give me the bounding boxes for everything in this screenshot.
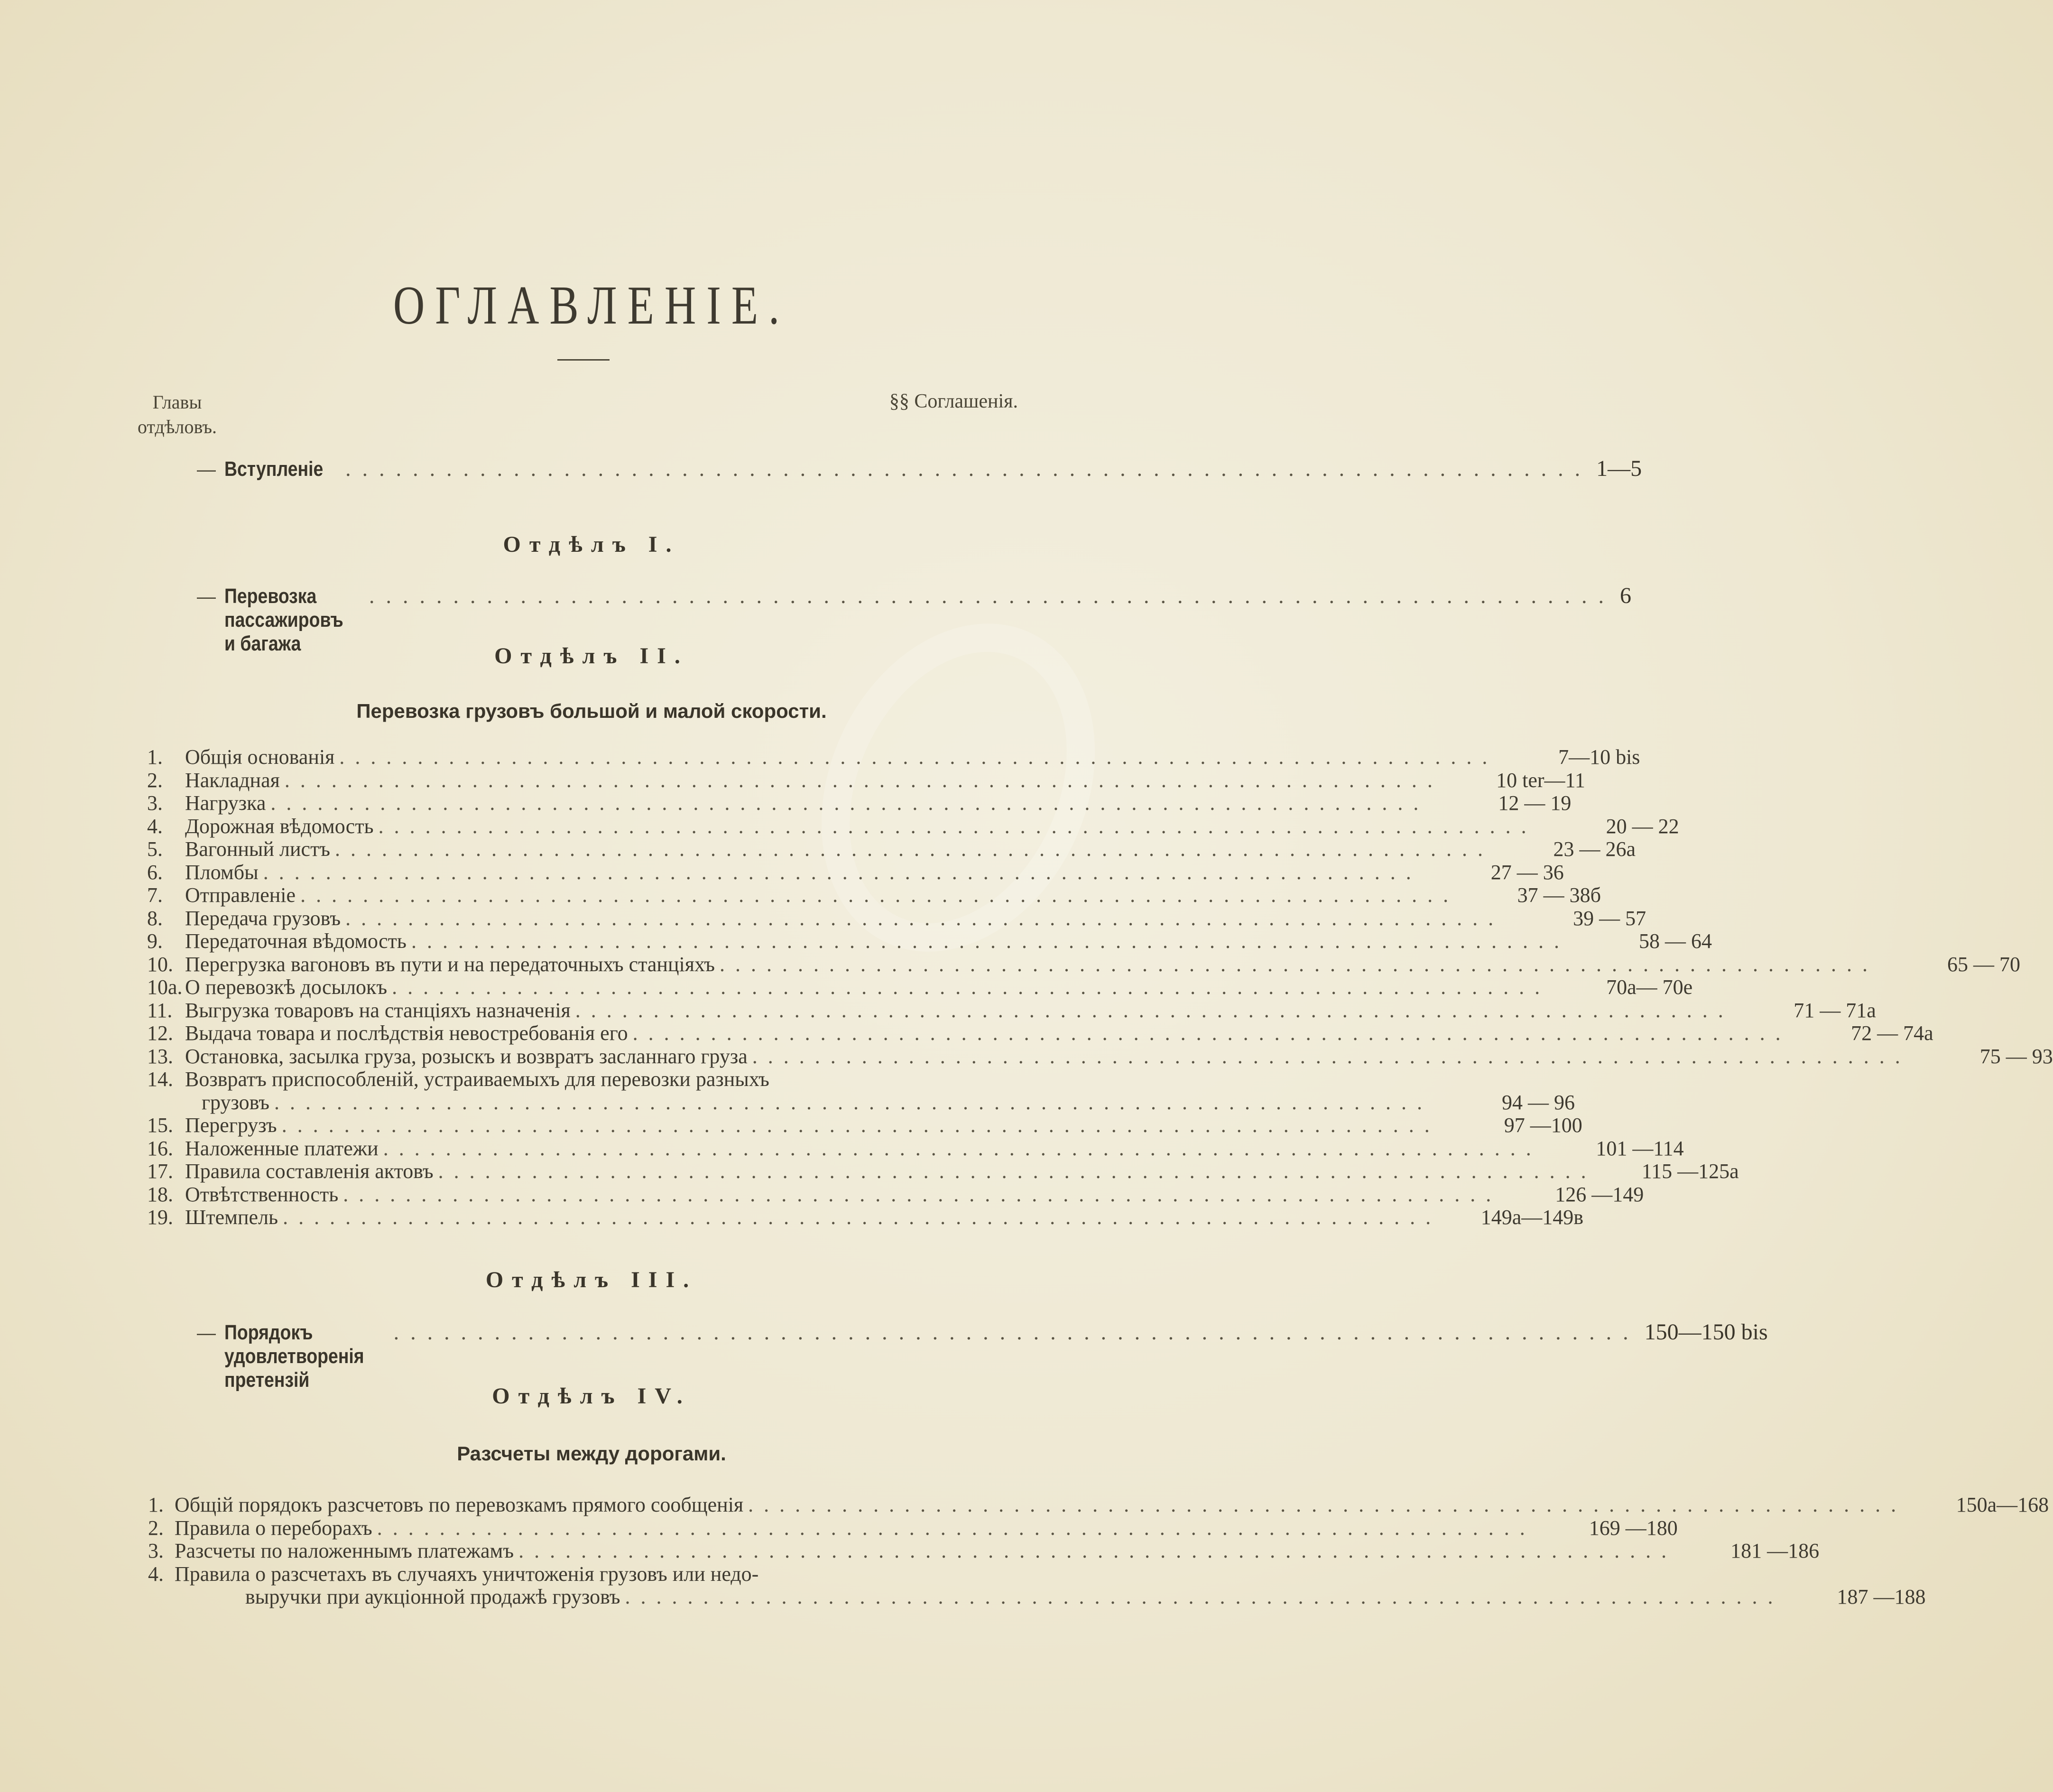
entry-label: Правила о разсчетахъ въ случаяхъ уничтоженія грузовъ или недо- — [175, 1562, 759, 1586]
entry-number: 8. — [147, 906, 163, 930]
entry-label-continuation: выручки при аукціонной продажѣ грузовъ — [245, 1585, 620, 1608]
dash: — — [197, 459, 216, 480]
entry-label: Порядокъ удовлетворенія претензій — [224, 1321, 364, 1392]
toc-entry[interactable] — [148, 1493, 2049, 1517]
entry-number: 10а. — [147, 975, 183, 999]
toc-list-section-2 — [147, 745, 2053, 1229]
entry-label: Пломбы — [185, 860, 259, 884]
entry-label: Перегрузка вагоновъ въ пути и на передаточныхъ станціяхъ — [185, 952, 715, 976]
entry-pages: 181 —186 — [1730, 1539, 1820, 1562]
toc-entry[interactable] — [148, 1516, 1678, 1540]
entry-number: 9. — [147, 929, 163, 953]
toc-entry[interactable] — [147, 1068, 1022, 1091]
toc-entry[interactable] — [148, 1539, 1820, 1563]
toc-entry[interactable] — [147, 837, 1636, 861]
toc-entry[interactable] — [147, 1182, 1644, 1207]
entry-number: 19. — [147, 1206, 173, 1229]
entry-label: Передача грузовъ — [185, 906, 341, 930]
section-heading-4: Отдѣлъ IV. — [492, 1383, 691, 1409]
entry-number: 4. — [147, 814, 163, 838]
entry-label: Общія основанія — [185, 745, 335, 769]
toc-entry[interactable] — [147, 768, 1585, 792]
entry-pages: 71 — 71а — [1794, 998, 1876, 1022]
entry-label: Отправленіе — [185, 883, 296, 907]
toc-entry[interactable] — [147, 883, 1601, 907]
dot-leader: .......................................................................... — [270, 791, 1429, 815]
column-header-chapters-line1: Главы — [152, 391, 202, 413]
entry-number: 12. — [147, 1021, 173, 1045]
entry-label: Отвѣтственность — [185, 1182, 339, 1206]
title-rule — [557, 359, 610, 361]
dot-leader: .......................................................................... — [345, 906, 1504, 930]
entry-number: 17. — [147, 1160, 173, 1183]
entry-pages: 126 —149 — [1555, 1182, 1644, 1206]
toc-entry[interactable] — [147, 745, 1640, 769]
dot-leader: .......................................................................... — [263, 860, 1422, 884]
dot-leader: .......................................................................... — [518, 1539, 1677, 1562]
entry-label: Вступленіе — [224, 457, 324, 481]
entry-pages: 12 — 19 — [1498, 791, 1572, 815]
toc-entry[interactable] — [147, 906, 1646, 930]
entry-number: 1. — [148, 1493, 164, 1516]
dot-leader: .......................................................................... — [339, 745, 1498, 769]
dot-leader: .......................................................................... — [393, 1320, 1640, 1344]
section-subheading-4: Разсчеты между дорогами. — [457, 1442, 726, 1465]
entry-label: Вагонный листъ — [185, 837, 331, 861]
entry-number: 1. — [147, 745, 163, 769]
dot-leader: .......................................................................... — [378, 814, 1537, 838]
entry-pages: 149а—149в — [1480, 1206, 1584, 1229]
toc-entry[interactable] — [147, 860, 1564, 884]
entry-label: Перевозка пассажировъ и багажа — [224, 585, 343, 655]
entry-number: 5. — [147, 837, 163, 861]
entry-label: Общій порядокъ разсчетовъ по перевозкамъ прямого сообщенія — [175, 1493, 744, 1516]
dot-leader: .......................................................................... — [274, 1090, 1433, 1114]
dot-leader: .......................................................................... — [575, 998, 1734, 1022]
dash: — — [197, 1323, 216, 1344]
section-heading-3: Отдѣлъ III. — [485, 1267, 698, 1292]
toc-entry[interactable] — [147, 998, 1876, 1022]
entry-label-continuation: грузовъ — [202, 1090, 270, 1114]
entry-label: Правила составленія актовъ — [185, 1160, 434, 1183]
entry-label: Дорожная вѣдомость — [185, 814, 374, 838]
page-title: ОГЛАВЛЕНІЕ. — [393, 275, 790, 335]
toc-list-section-4 — [148, 1493, 2049, 1609]
toc-entry[interactable] — [148, 1563, 1022, 1586]
entry-label: Наложенные платежи — [185, 1136, 379, 1160]
entry-number: 10. — [147, 952, 173, 976]
entry-number: 15. — [147, 1114, 173, 1137]
entry-pages: 58 — 64 — [1638, 929, 1712, 953]
column-header-chapters — [138, 390, 217, 439]
entry-pages: 6 — [1620, 583, 1632, 608]
entry-pages: 27 — 36 — [1490, 860, 1564, 884]
entry-number: 4. — [148, 1562, 164, 1586]
toc-entry[interactable] — [147, 1021, 1933, 1045]
toc-entry[interactable] — [147, 1206, 1584, 1229]
entry-pages: 65 — 70 — [1947, 952, 2021, 976]
entry-number: 3. — [147, 791, 163, 815]
toc-entry[interactable] — [147, 1136, 1684, 1161]
entry-label: Правила о переборахъ — [175, 1516, 372, 1540]
toc-entry[interactable] — [147, 975, 1693, 999]
entry-label: Разсчеты по наложеннымъ платежамъ — [175, 1539, 514, 1562]
entry-number: 2. — [147, 768, 163, 792]
entry-pages: 23 — 26а — [1553, 837, 1636, 861]
dot-leader: .......................................................................... — [625, 1585, 1784, 1608]
toc-entry-continuation[interactable] — [148, 1585, 1926, 1609]
dot-leader: .......................................................................... — [748, 1493, 1907, 1516]
dot-leader: .......................................................................... — [632, 1021, 1791, 1045]
toc-entry[interactable] — [147, 952, 2021, 976]
entry-pages: 10 ter—11 — [1496, 768, 1585, 792]
entry-pages: 187 —188 — [1837, 1585, 1926, 1608]
dot-leader: .......................................................................... — [283, 1206, 1442, 1229]
dot-leader: .......................................................................... — [377, 1516, 1535, 1540]
dot-leader: .......................................................................... — [335, 837, 1494, 861]
entry-pages: 72 — 74а — [1851, 1021, 1933, 1045]
entry-pages: 94 — 96 — [1502, 1090, 1575, 1114]
entry-pages: 97 —100 — [1504, 1114, 1582, 1137]
section-heading-2: Отдѣлъ II. — [494, 643, 689, 669]
entry-label: Выдача товара и послѣдствія невостребованія его — [185, 1021, 628, 1045]
entry-label: Передаточная вѣдомость — [185, 929, 407, 953]
entry-pages: 20 — 22 — [1606, 814, 1679, 838]
toc-entry[interactable] — [147, 1114, 1582, 1137]
entry-label: Штемпель — [185, 1206, 278, 1229]
entry-number: 13. — [147, 1044, 173, 1068]
entry-pages: 70а— 70е — [1606, 975, 1693, 999]
dot-leader: .......................................................................... — [438, 1160, 1597, 1183]
toc-entry-continuation[interactable] — [147, 1090, 1575, 1114]
toc-entry-section-3[interactable] — [197, 1319, 1768, 1392]
column-header-chapters-line2: отдѣловъ. — [138, 416, 217, 437]
toc-entry[interactable] — [147, 814, 1679, 838]
dot-leader: .......................................................................... — [281, 1114, 1440, 1137]
entry-pages: 101 —114 — [1596, 1136, 1684, 1160]
dot-leader: .......................................................................... — [369, 584, 1616, 608]
entry-pages: 39 — 57 — [1573, 906, 1646, 930]
entry-pages: 150—150 bis — [1644, 1319, 1768, 1345]
entry-pages: 37 — 38б — [1517, 883, 1601, 907]
entry-pages: 169 —180 — [1589, 1516, 1678, 1540]
dot-leader: .......................................................................... — [752, 1044, 1911, 1068]
entry-label: Нагрузка — [185, 791, 266, 815]
entry-number: 14. — [147, 1068, 173, 1091]
dot-leader: .......................................................................... — [720, 952, 1878, 976]
entry-label: Накладная — [185, 768, 280, 792]
entry-number: 7. — [147, 883, 163, 907]
entry-pages: 7—10 bis — [1558, 745, 1640, 769]
dot-leader: .......................................................................... — [343, 1182, 1502, 1206]
section-heading-1: Отдѣлъ I. — [503, 532, 680, 557]
entry-number: 18. — [147, 1182, 173, 1206]
entry-number: 11. — [147, 998, 173, 1022]
entry-label: Выгрузка товаровъ на станціяхъ назначенія — [185, 998, 571, 1022]
entry-label: Остановка, засылка груза, розыскъ и возвратъ засланнаго груза — [185, 1044, 748, 1068]
toc-entry[interactable] — [147, 791, 1572, 815]
entry-number: 16. — [147, 1136, 173, 1160]
dot-leader: .......................................................................... — [383, 1136, 1542, 1160]
entry-pages: 115 —125а — [1641, 1160, 1739, 1183]
entry-label: Возвратъ приспособленій, устраиваемыхъ для перевозки разныхъ — [185, 1068, 769, 1091]
entry-number: 6. — [147, 860, 163, 884]
dot-leader: .......................................................................... — [284, 768, 1443, 792]
entry-pages: 1—5 — [1596, 456, 1642, 481]
toc-entry[interactable] — [147, 1160, 1739, 1183]
entry-label: Перегрузъ — [185, 1114, 277, 1137]
dot-leader: .......................................................................... — [345, 456, 1592, 481]
entry-number: 2. — [148, 1516, 164, 1540]
dot-leader: .......................................................................... — [411, 929, 1570, 953]
dash: — — [197, 586, 216, 607]
toc-entry[interactable] — [147, 929, 1712, 953]
entry-pages: 75 — 93 — [1979, 1044, 2053, 1068]
toc-entry-intro[interactable] — [197, 455, 1642, 482]
dot-leader: .......................................................................... — [300, 883, 1459, 907]
section-subheading-2: Перевозка грузовъ большой и малой скорости. — [356, 700, 827, 722]
entry-pages: 150а—168 — [1956, 1493, 2049, 1516]
entry-number: 3. — [148, 1539, 164, 1562]
entry-label: О перевозкѣ досылокъ — [185, 975, 388, 999]
column-header-paragraphs: §§ Соглашенія. — [889, 390, 1018, 412]
toc-entry[interactable] — [147, 1044, 2053, 1068]
dot-leader: .......................................................................... — [392, 975, 1551, 999]
